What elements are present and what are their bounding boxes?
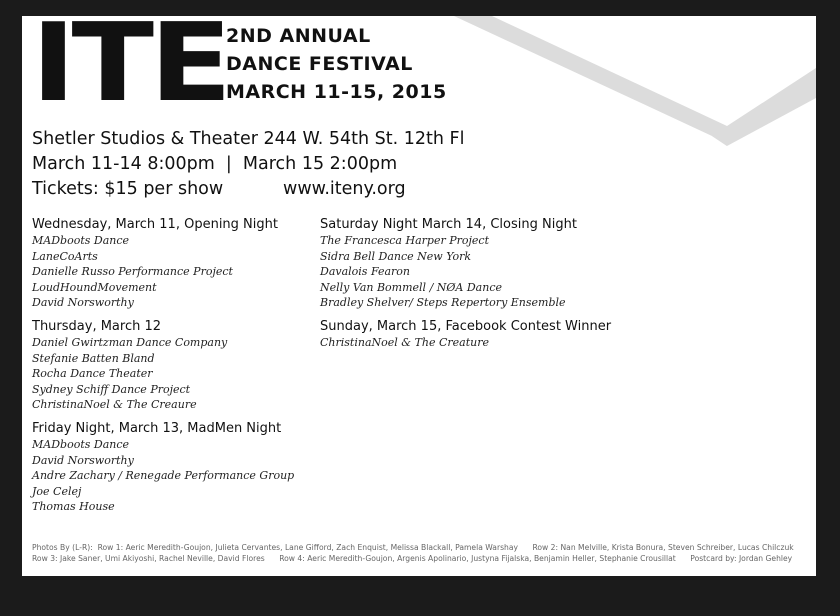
performer-item: ChristinaNoel & The Creaure	[32, 398, 197, 412]
postcard	[22, 16, 816, 576]
performer-item: Danielle Russo Performance Project	[32, 265, 233, 279]
performer-item: Sidra Bell Dance New York	[320, 249, 472, 263]
venue-address: Shetler Studios & Theater 244 W. 54th St. 12th Fl	[32, 129, 465, 149]
chevron-band-left	[454, 16, 727, 146]
schedule-day-heading: Thursday, March 12	[32, 318, 162, 334]
performer-item: David Norsworthy	[32, 453, 134, 467]
performer-item: Andre Zachary / Renegade Performance Group	[32, 469, 295, 483]
performer-item: Bradley Shelver/ Steps Repertory Ensemble	[320, 296, 566, 310]
performer-item: Thomas House	[32, 500, 115, 514]
performer-item: Nelly Van Bommell / NØA Dance	[320, 280, 502, 294]
schedule-day-heading: Sunday, March 15, Facebook Contest Winner	[320, 318, 612, 334]
festival-title	[226, 22, 447, 106]
tickets-row	[32, 177, 464, 202]
schedule-day-heading: Wednesday, March 11, Opening Night	[32, 217, 278, 232]
festival-line-2: DANCE FESTIVAL	[226, 53, 413, 75]
performer-item: Daniel Gwirtzman Dance Company	[32, 335, 228, 349]
website-url: www.iteny.org	[283, 179, 406, 199]
performer-item: Stefanie Batten Bland	[32, 351, 155, 365]
schedule-day-heading: Saturday Night March 14, Closing Night	[320, 217, 577, 232]
performer-item: Sydney Schiff Dance Project	[32, 382, 191, 396]
credits-line-2: Row 3: Jake Saner, Umi Akiyoshi, Rachel Neville, David Flores Row 4: Aeric Meredith-Goujon, Argenis Apolinario, Justyna Fijalska, Benjamin Heller, Stephanie Crousillat Postcard by: Jordan Gehley	[32, 554, 793, 563]
performer-item: LaneCoArts	[32, 249, 98, 263]
performer-item: Davalois Fearon	[320, 265, 411, 279]
schedule-day-heading: Friday Night, March 13, MadMen Night	[32, 420, 282, 436]
event-info	[32, 127, 464, 202]
performer-item: Rocha Dance Theater	[32, 367, 153, 381]
performer-item: Joe Celej	[32, 484, 82, 498]
performer-list	[320, 335, 640, 351]
performer-list	[32, 335, 312, 413]
performer-list	[320, 233, 640, 311]
ticket-price: Tickets: $15 per show	[32, 179, 224, 199]
performer-item: MADboots Dance	[32, 234, 130, 247]
festival-line-1: 2ND ANNUAL	[226, 25, 371, 47]
performer-item: David Norsworthy	[32, 296, 134, 310]
schedule-right-column	[320, 216, 640, 358]
performer-list	[32, 437, 312, 515]
festival-dates: MARCH 11-15, 2015	[226, 81, 447, 103]
performer-item: The Francesca Harper Project	[320, 234, 489, 247]
schedule-left-column	[32, 216, 312, 522]
ite-logo: ITE	[31, 16, 228, 126]
credits-line-1: Photos By (L-R): Row 1: Aeric Meredith-Goujon, Julieta Cervantes, Lane Gifford, Zach Enquist, Melissa Blackall, Pamela Warshay Row 2: Nan Melville, Krista Bonura, Steven Schreiber, Lucas Chilczuk	[32, 543, 794, 552]
photo-credits	[32, 542, 802, 564]
performer-item: ChristinaNoel & The Creature	[320, 335, 490, 349]
performer-item: MADboots Dance	[32, 437, 130, 451]
performer-item: LoudHoundMovement	[32, 280, 157, 294]
performer-list	[32, 233, 312, 311]
show-times: March 11-14 8:00pm | March 15 2:00pm	[32, 154, 398, 174]
